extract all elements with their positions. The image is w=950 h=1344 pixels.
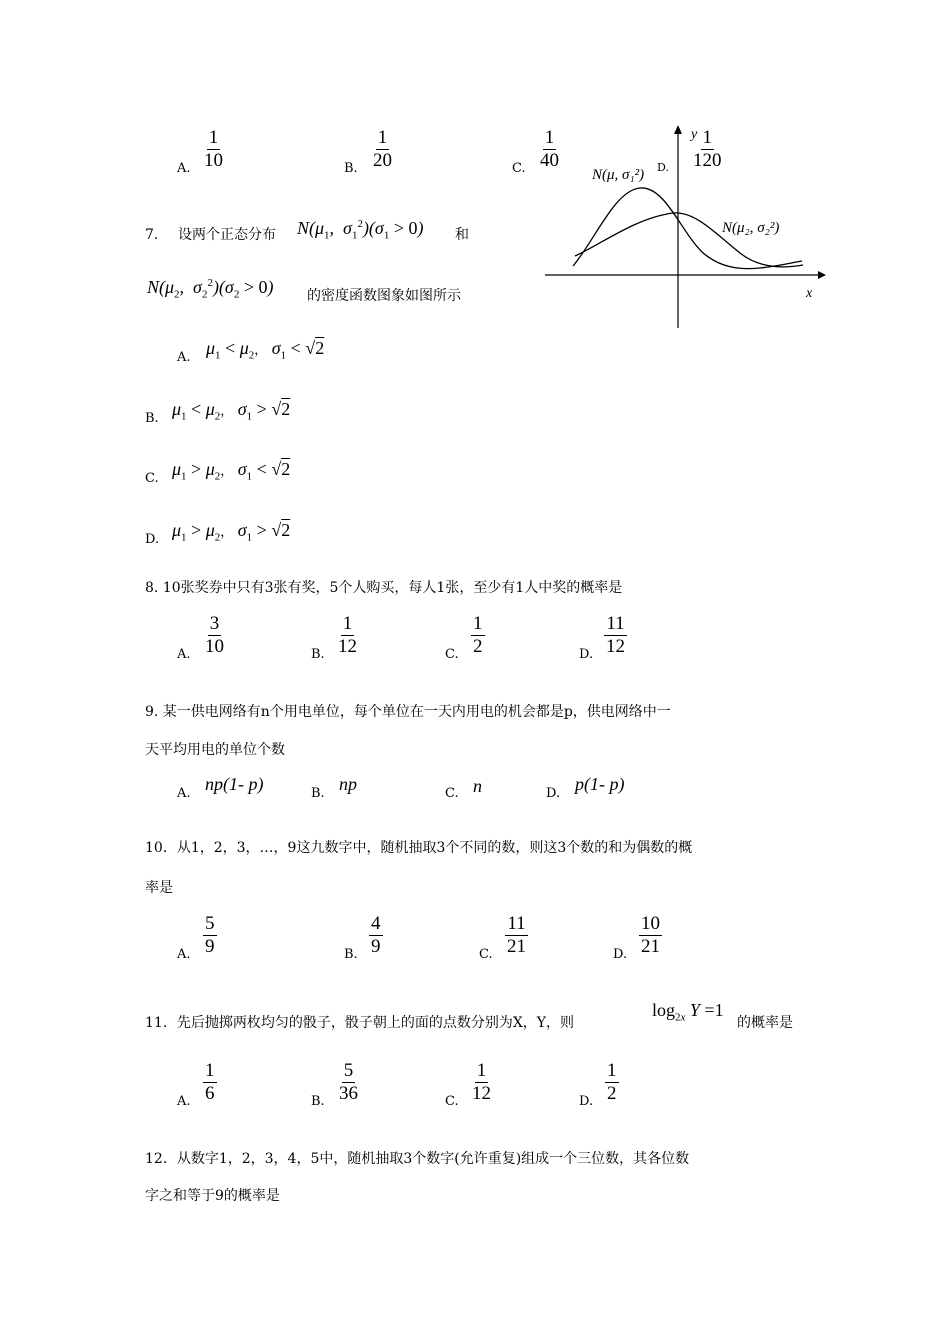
q7-text-1: 设两个正态分布: [178, 227, 276, 243]
q8-option-c-fraction: $\frac{1}{2}$: [473, 613, 483, 657]
q9-option-b-expr: np: [339, 774, 357, 794]
q12-stem-line-2: 字之和等于9的概率是: [145, 1188, 280, 1204]
q10-stem-line-1: 10．从1，2，3，…，9这九数字中，随机抽取3个不同的数，则这3个数的和为偶数的概: [145, 840, 693, 856]
q9-option-d-label: D.: [546, 786, 561, 801]
q8-option-b-label: B.: [311, 647, 325, 662]
q10-option-b-label: B.: [344, 947, 358, 962]
q11-stem-part-1: 11．先后抛掷两枚均匀的骰子，骰子朝上的面的点数分别为X，Y，则: [145, 1015, 575, 1031]
q8-option-a-fraction: $\frac{3}{10}$: [205, 613, 224, 657]
q11-option-d-label: D.: [579, 1094, 594, 1109]
q7-option-d-expr: $\mu_1 > \mu_2$， $\sigma_1 > √2$: [172, 520, 291, 544]
q9-option-d-expr: p(1- p): [575, 774, 625, 794]
q11-stem-part-2: 的概率是: [737, 1015, 793, 1031]
q8-option-d-label: D.: [579, 647, 594, 662]
q6-option-d-fraction: $\frac{1}{120}$: [693, 127, 722, 171]
normal-density-graph: [540, 120, 830, 335]
q6-option-c-label: C.: [512, 161, 526, 176]
q6-option-d-label: D.: [657, 161, 669, 174]
q8-option-b-fraction: $\frac{1}{12}$: [338, 613, 357, 657]
q7-option-b-label: B.: [145, 411, 159, 426]
q11-option-a-label: A.: [177, 1094, 191, 1109]
y-axis-label: y: [691, 127, 698, 142]
q8-option-c-label: C.: [445, 647, 459, 662]
q9-option-a-label: A.: [177, 786, 191, 801]
q10-option-c-fraction: $\frac{11}{21}$: [507, 913, 526, 957]
q8-option-d-fraction: $\frac{11}{12}$: [606, 613, 625, 657]
q10-option-b-fraction: $\frac{4}{9}$: [371, 913, 381, 957]
q11-option-a-fraction: $\frac{1}{6}$: [205, 1060, 215, 1104]
q7-text-and: 和: [455, 227, 469, 243]
q7-option-c-label: C.: [145, 471, 159, 486]
x-axis-label: x: [806, 286, 813, 301]
q10-option-a-label: A.: [177, 947, 191, 962]
curve-1-label: N(μ, σ₁²): [592, 167, 645, 183]
q11-option-c-label: C.: [445, 1094, 459, 1109]
q11-option-c-fraction: $\frac{1}{12}$: [472, 1060, 491, 1104]
q7-option-b-expr: $\mu_1 < \mu_2$， $\sigma_1 > √2$: [172, 399, 291, 423]
q7-number: 7.: [145, 227, 159, 243]
y-axis-arrow-icon: [674, 125, 682, 134]
q6-option-a-label: A.: [177, 161, 191, 176]
q7-option-d-label: D.: [145, 532, 160, 547]
q6-option-b-label: B.: [344, 161, 358, 176]
q6-option-b-fraction: $\frac{1}{20}$: [373, 127, 392, 171]
x-axis-arrow-icon: [818, 271, 826, 279]
q10-option-a-fraction: $\frac{5}{9}$: [205, 913, 215, 957]
q10-option-d-fraction: $\frac{10}{21}$: [641, 913, 660, 957]
q12-stem-line-1: 12．从数字1，2，3，4，5中，随机抽取3个数字(允许重复)组成一个三位数，其各位数: [145, 1151, 690, 1167]
q7-distribution-2: $N(\mu_2$, $\sigma_2^2)(\sigma_2 > 0)$: [147, 277, 274, 301]
q9-option-a-expr: np(1- p): [205, 774, 264, 794]
q7-option-a-label: A.: [177, 350, 191, 365]
q11-option-b-label: B.: [311, 1094, 325, 1109]
q7-option-a-expr: $\mu_1 < \mu_2$， $\sigma_1 < √2$: [206, 338, 325, 362]
q7-option-c-expr: $\mu_1 > \mu_2$， $\sigma_1 < √2$: [172, 459, 291, 483]
q9-stem-line-2: 天平均用电的单位个数: [145, 742, 285, 758]
q10-option-c-label: C.: [479, 947, 493, 962]
curve-2-label: N(μ₂, σ₂²): [722, 220, 780, 236]
q6-option-c-fraction: $\frac{1}{40}$: [540, 127, 559, 171]
q6-option-a-fraction: $\frac{1}{10}$: [204, 127, 223, 171]
q10-stem-line-2: 率是: [145, 880, 173, 896]
q11-option-b-fraction: $\frac{5}{36}$: [339, 1060, 358, 1104]
q9-option-c-label: C.: [445, 786, 459, 801]
q9-option-c-expr: n: [473, 776, 482, 796]
q7-text-2: 的密度函数图象如图所示: [307, 288, 461, 304]
q9-option-b-label: B.: [311, 786, 325, 801]
q7-distribution-1: $N(\mu_1$, $\sigma_1^2)(\sigma_1 > 0)$: [297, 218, 424, 242]
q9-stem-line-1: 9. 某一供电网络有n个用电单位，每个单位在一天内用电的机会都是p，供电网络中一: [145, 704, 671, 720]
q8-stem: 8. 10张奖券中只有3张有奖，5个人购买，每人1张，至少有1人中奖的概率是: [145, 580, 623, 596]
q10-option-d-label: D.: [613, 947, 628, 962]
q11-log-expression: $\log_{2x} Y =1$: [652, 1000, 724, 1024]
q11-option-d-fraction: $\frac{1}{2}$: [607, 1060, 617, 1104]
q8-option-a-label: A.: [177, 647, 191, 662]
